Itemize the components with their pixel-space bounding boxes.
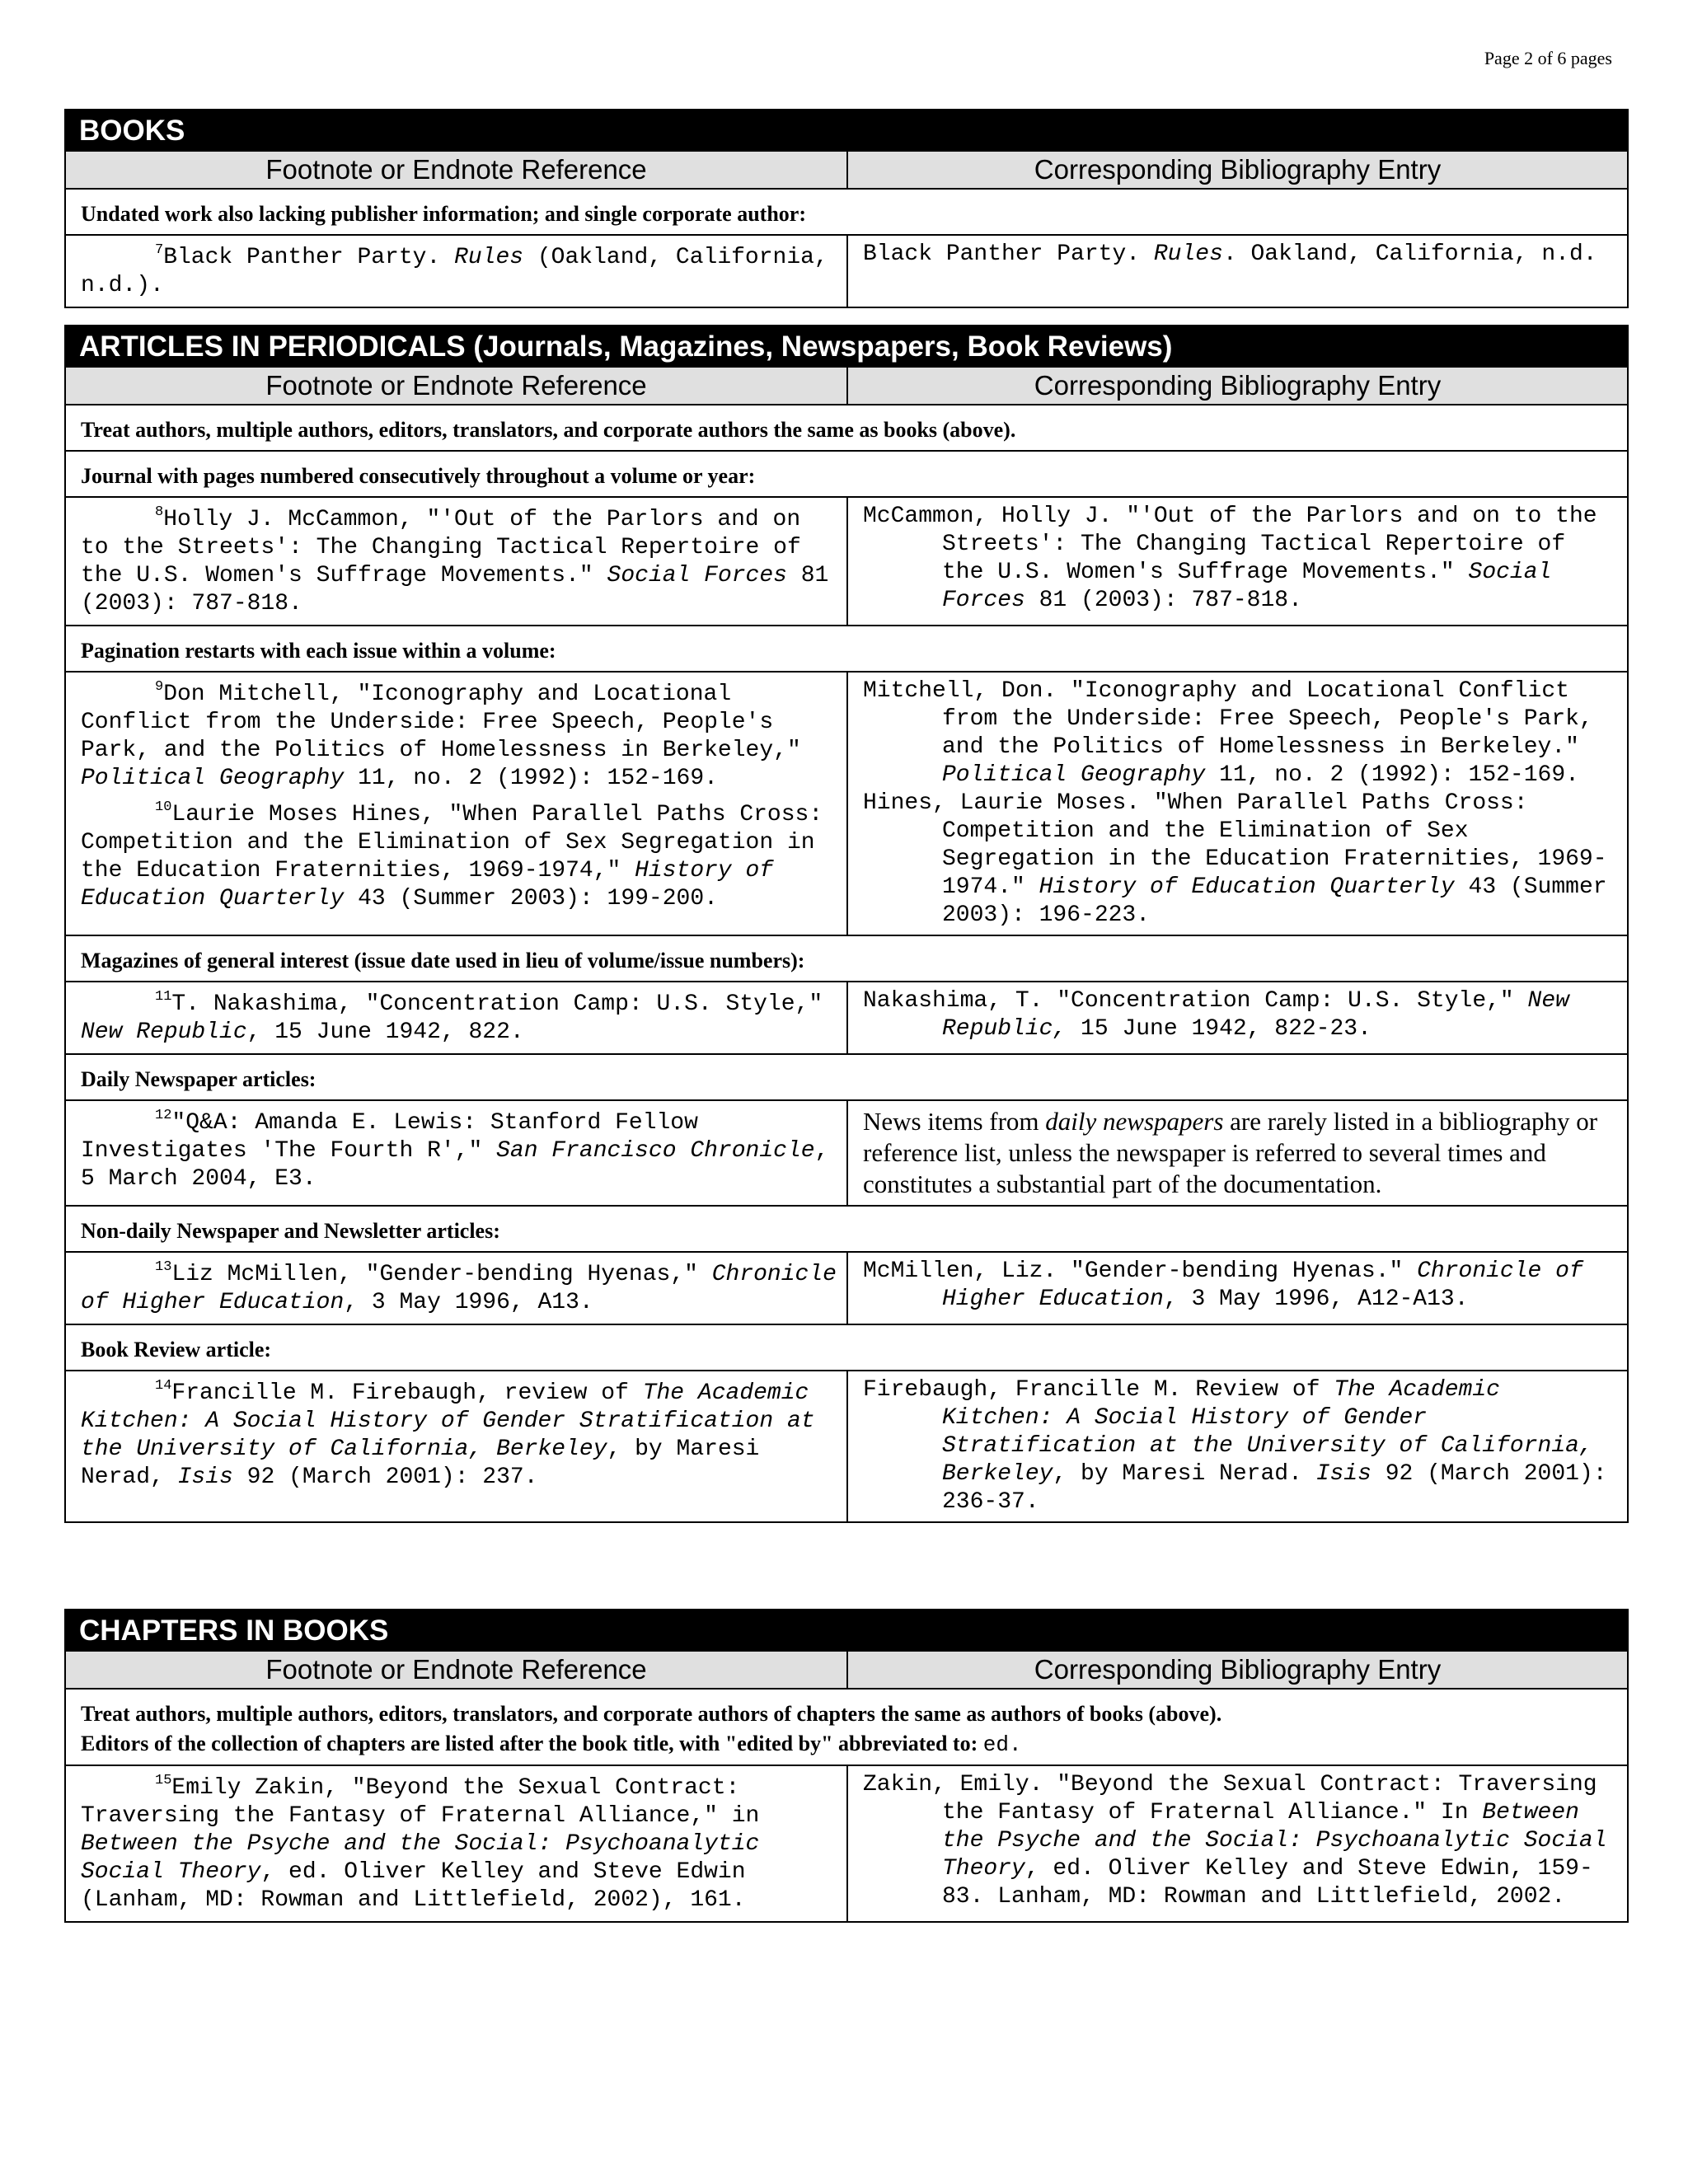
bibliography-text: 92 (March 2001): 236-37. bbox=[942, 1461, 1607, 1515]
footnote-text: Don Mitchell, "Iconography and Locational Conflict from the Underside: Free Speech, People's Park, and the Politics of Homelessness in Berkeley," bbox=[81, 682, 801, 763]
footnote-title: Rules bbox=[454, 245, 524, 270]
treat-authors-note: Treat authors, multiple authors, editors, translators, and corporate authors the same as books (above). bbox=[66, 404, 1627, 450]
footnote-column-header: Footnote or Endnote Reference bbox=[66, 368, 848, 404]
bibliography-emphasis: daily newspapers bbox=[1045, 1107, 1224, 1136]
section-title: CHAPTERS IN BOOKS bbox=[66, 1610, 1627, 1650]
footnote-number: 14 bbox=[155, 1378, 172, 1394]
bibliography-text: , ed. Oliver Kelley and Steve Edwin, 159-83. Lanham, MD: Rowman and Littlefield, 2002. bbox=[942, 1856, 1593, 1910]
footnote-cell bbox=[66, 1101, 848, 1205]
footnote-cell bbox=[66, 1371, 848, 1521]
bibliography-text: 15 June 1942, 822-23. bbox=[1067, 1016, 1372, 1042]
bibliography-title: New Republic, bbox=[942, 988, 1569, 1042]
footnote-text: , by Maresi Nerad, bbox=[81, 1436, 760, 1490]
bibliography-cell bbox=[848, 498, 1627, 625]
bibliography-cell bbox=[848, 1253, 1627, 1324]
footnote-cell bbox=[66, 1766, 848, 1921]
footnote-title: History of Education Quarterly bbox=[81, 858, 774, 912]
footnote-number: 11 bbox=[155, 989, 172, 1005]
footnote-text: , 5 March 2004, E3. bbox=[81, 1138, 829, 1192]
footnote-text: Holly J. McCammon, "'Out of the Parlors and on to the Streets': The Changing Tactical Repertoire of the U.S. Women's Suffrage Movements." bbox=[81, 507, 801, 588]
footnote-title: Between the Psyche and the Social: Psychoanalytic Social Theory bbox=[81, 1831, 760, 1885]
footnote-title: Chronicle of Higher Education bbox=[81, 1262, 837, 1315]
footnote-title: New Republic bbox=[81, 1019, 247, 1045]
category-note: Magazines of general interest (issue date used in lieu of volume/issue numbers): bbox=[66, 935, 1627, 981]
citation-row bbox=[66, 1099, 1627, 1205]
footnote-cell bbox=[66, 1253, 848, 1324]
footnote-cell bbox=[66, 982, 848, 1053]
bibliography-title: History of Education Quarterly bbox=[1039, 874, 1455, 900]
footnote-number: 12 bbox=[155, 1108, 172, 1123]
footnote-cell bbox=[66, 236, 848, 307]
bibliography-title: Rules bbox=[1153, 241, 1223, 267]
footnote-text: 81 (2003): 787-818. bbox=[81, 563, 829, 616]
articles-section bbox=[64, 325, 1629, 1523]
bibliography-title: Political Geography bbox=[942, 762, 1206, 788]
bibliography-cell bbox=[848, 673, 1627, 935]
chapters-section bbox=[64, 1609, 1629, 1923]
bibliography-cell bbox=[848, 1101, 1627, 1205]
footnote-title: San Francisco Chronicle bbox=[496, 1138, 815, 1164]
bibliography-column-header: Corresponding Bibliography Entry bbox=[1034, 154, 1442, 185]
treat-authors-text: Treat authors, multiple authors, editors, translators, and corporate authors of chapters the same as authors of books (above). bbox=[81, 1702, 1222, 1726]
footnote-title: Social Forces bbox=[607, 563, 787, 588]
editors-note-text: Editors of the collection of chapters are listed after the book title, with "edited by" abbreviated to: bbox=[81, 1732, 983, 1755]
bibliography-cell bbox=[848, 1766, 1627, 1921]
category-note: Book Review article: bbox=[66, 1324, 1627, 1370]
footnote-column-header: Footnote or Endnote Reference bbox=[66, 152, 848, 188]
footnote-number: 9 bbox=[155, 679, 164, 695]
category-note: Undated work also lacking publisher information; and single corporate author: bbox=[66, 188, 1627, 234]
bibliography-text: News items from bbox=[863, 1107, 1046, 1136]
footnote-text: , 3 May 1996, A13. bbox=[344, 1290, 593, 1315]
footnote-text: 43 (Summer 2003): 199-200. bbox=[344, 886, 718, 912]
bibliography-title: Chronicle of Higher Education bbox=[942, 1258, 1583, 1312]
bibliography-text: 43 (Summer 2003): 196-223. bbox=[942, 874, 1607, 928]
footnote-text: (Oakland, California, n.d.). bbox=[81, 245, 828, 298]
footnote-number: 10 bbox=[155, 799, 172, 815]
bibliography-title: Social Forces bbox=[942, 560, 1552, 613]
bibliography-text: McMillen, Liz. "Gender-bending Hyenas." bbox=[863, 1258, 1418, 1284]
bibliography-title: Isis bbox=[1315, 1461, 1372, 1487]
footnote-number: 15 bbox=[155, 1773, 172, 1788]
category-note: Pagination restarts with each issue within a volume: bbox=[66, 625, 1627, 671]
column-headers bbox=[66, 150, 1627, 188]
bibliography-text: Hines, Laurie Moses. "When Parallel Paths Cross: Competition and the Elimination of Sex Segregation in the Education Fraternities, 1969-1974." bbox=[863, 790, 1607, 900]
category-note: Non-daily Newspaper and Newsletter articles: bbox=[66, 1205, 1627, 1251]
bibliography-text: Firebaugh, Francille M. Review of bbox=[863, 1377, 1334, 1403]
bibliography-column-header: Corresponding Bibliography Entry bbox=[1034, 370, 1442, 401]
footnote-title: The Academic Kitchen: A Social History of Gender Stratification at the University of California, Berkeley bbox=[81, 1380, 815, 1462]
bibliography-text: , by Maresi Nerad. bbox=[1053, 1461, 1316, 1487]
citation-row bbox=[66, 981, 1627, 1053]
citation-row bbox=[66, 234, 1627, 307]
footnote-cell bbox=[66, 498, 848, 625]
footnote-text: 11, no. 2 (1992): 152-169. bbox=[344, 766, 718, 791]
bibliography-text: Mitchell, Don. "Iconography and Locational Conflict from the Underside: Free Speech, People's Park, and the Politics of Homelessness in Berkeley." bbox=[863, 678, 1593, 760]
editors-abbrev: ed. bbox=[982, 1732, 1022, 1757]
footnote-text: , 15 June 1942, 822. bbox=[246, 1019, 524, 1045]
footnote-column-header: Footnote or Endnote Reference bbox=[66, 1652, 848, 1688]
bibliography-cell bbox=[848, 1371, 1627, 1521]
category-note: Journal with pages numbered consecutively throughout a volume or year: bbox=[66, 450, 1627, 496]
column-headers bbox=[66, 366, 1627, 404]
footnote-number: 7 bbox=[155, 242, 164, 258]
books-section bbox=[64, 109, 1629, 308]
treat-authors-note bbox=[66, 1688, 1627, 1765]
bibliography-text: Zakin, Emily. "Beyond the Sexual Contract: Traversing the Fantasy of Fraternal Alliance." In bbox=[863, 1772, 1597, 1825]
section-title: ARTICLES IN PERIODICALS (Journals, Magazines, Newspapers, Book Reviews) bbox=[66, 326, 1627, 366]
footnote-text: , ed. Oliver Kelley and Steve Edwin (Lanham, MD: Rowman and Littlefield, 2002), 161. bbox=[81, 1859, 746, 1913]
bibliography-text: are rarely listed in a bibliography or reference list, unless the newspaper is referred to several times and constitutes a substantial part of the documentation. bbox=[863, 1107, 1598, 1198]
section-title: BOOKS bbox=[66, 110, 1627, 150]
bibliography-text: 81 (2003): 787-818. bbox=[1025, 588, 1302, 613]
footnote-text: "Q&A: Amanda E. Lewis: Stanford Fellow Investigates 'The Fourth R'," bbox=[81, 1110, 698, 1164]
footnote-text: 92 (March 2001): 237. bbox=[232, 1465, 538, 1490]
citation-row bbox=[66, 1370, 1627, 1521]
footnote-text: Francille M. Firebaugh, review of bbox=[171, 1380, 643, 1406]
footnote-title: Isis bbox=[177, 1465, 233, 1490]
bibliography-text: McCammon, Holly J. "'Out of the Parlors and on to the Streets': The Changing Tactical Repertoire of the U.S. Women's Suffrage Movements." bbox=[863, 504, 1597, 585]
footnote-title: Political Geography bbox=[81, 766, 345, 791]
footnote-text: T. Nakashima, "Concentration Camp: U.S. Style," bbox=[171, 991, 823, 1017]
footnote-text: Emily Zakin, "Beyond the Sexual Contract: Traversing the Fantasy of Fraternal Alliance," in bbox=[81, 1775, 760, 1829]
bibliography-text: , 3 May 1996, A12-A13. bbox=[1163, 1286, 1469, 1312]
bibliography-text: Nakashima, T. "Concentration Camp: U.S. Style," bbox=[863, 988, 1528, 1014]
citation-row bbox=[66, 1765, 1627, 1921]
footnote-cell bbox=[66, 673, 848, 935]
column-headers bbox=[66, 1650, 1627, 1688]
citation-row bbox=[66, 1251, 1627, 1324]
bibliography-cell bbox=[848, 982, 1627, 1053]
page-number: Page 2 of 6 pages bbox=[1484, 48, 1612, 68]
bibliography-column-header: Corresponding Bibliography Entry bbox=[1034, 1654, 1442, 1685]
bibliography-cell bbox=[848, 236, 1627, 307]
editors-note bbox=[81, 1729, 1612, 1760]
footnote-text: Laurie Moses Hines, "When Parallel Paths Cross: Competition and the Elimination of Sex Segregation in the Education Fraternities, 1969-1974," bbox=[81, 802, 823, 883]
footnote-text: Liz McMillen, "Gender-bending Hyenas," bbox=[171, 1262, 712, 1287]
bibliography-title: The Academic Kitchen: A Social History of Gender Stratification at the University of California, Berkeley bbox=[942, 1377, 1593, 1487]
category-note: Daily Newspaper articles: bbox=[66, 1053, 1627, 1099]
bibliography-text: 11, no. 2 (1992): 152-169. bbox=[1205, 762, 1579, 788]
bibliography-title: Between the Psyche and the Social: Psychoanalytic Social Theory bbox=[942, 1800, 1607, 1882]
citation-row bbox=[66, 671, 1627, 935]
citation-row bbox=[66, 496, 1627, 625]
bibliography-text: . Oakland, California, n.d. bbox=[1222, 241, 1597, 267]
bibliography-text: Black Panther Party. bbox=[863, 241, 1154, 267]
footnote-text: Black Panther Party. bbox=[163, 245, 455, 270]
footnote-number: 8 bbox=[155, 504, 164, 520]
footnote-number: 13 bbox=[155, 1259, 172, 1275]
